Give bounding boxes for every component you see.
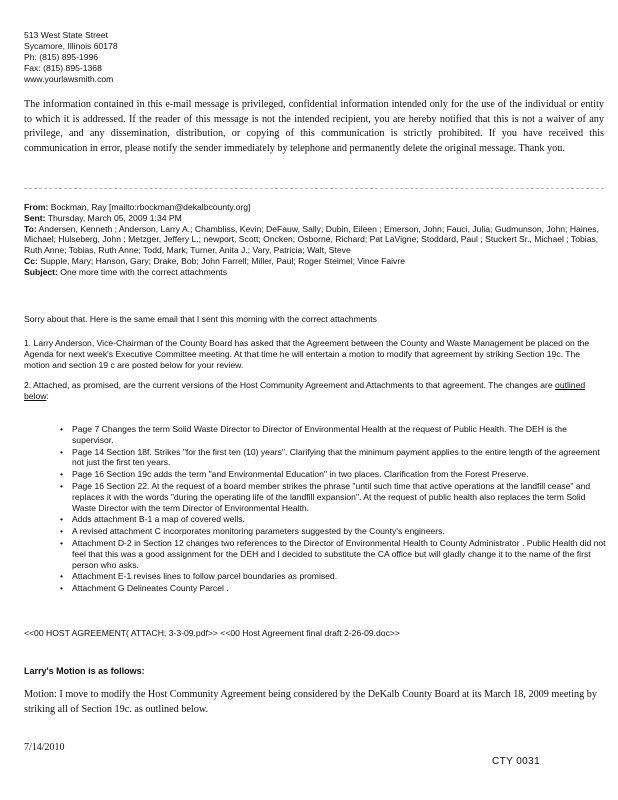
list-item: • Attachment D-2 in Section 12 changes two references to the Director of Environmental Health to County Administrator . Public Health did not feel that this was a good assignment for the DEH and I decided to substitute the CA office but will gladly change it to the name of the first person who asks. [60,538,606,570]
changes-list [60,424,606,595]
address-city: Sycamore, Illinois 60178 [24,41,118,52]
from-label: From: [24,202,49,212]
attachments-line[interactable]: <<00 HOST AGREEMENT( ATTACH; 3-3-09.pdf>> <<00 Host Agreement final draft 2-26-09.doc>> [24,628,400,638]
email-header [24,202,604,278]
confidentiality-notice: The information contained in this e-mail message is privileged, confidential information intended only for the use of the individual or entity to which it is addressed. If the reader of this message is not the intended recipient, you are hereby notified that this is not a waiver of any privilege, and any dissemination, distribution, or copying of this communication is strictly prohibited. If you have received this communication in error, please notify the sender immediately by telephone and permanently delete the original message. Thank you. [24,99,604,154]
from-value: Bockman, Ray [mailto:rbockman@dekalbcounty.org] [50,202,251,212]
outlined-below-text: outlined below [24,380,586,401]
address-phone: Ph: (815) 895-1996 [24,52,99,63]
motion-heading: Larry's Motion is as follows: [24,666,145,676]
to-value: Andersen, Kenneth ; Anderson, Larry A.; Chambliss, Kevin; DeFauw, Sally; Dubin, Eileen ; Emerson, John; Fauci, Julia; Gudmunson, John; Haines, Michael; Hulseberg, John ; Metzger, Jeffery L.; newport, Scott; Oncken; Osborne, Richard; Pat LaVigne; Stoddard, Paul ; Stuckert Sr., Michael ; Tobias, Ruth Anne; Tobias, Ruth Anne; Todd, Mark; Turner, Anita J.; Vary, Patricia; Walt, Steve [24,223,599,256]
subject-value: One more time with the correct attachments [60,266,227,277]
address-website: www.yourlawsmith.com [24,74,114,85]
address-fax: Fax: (815) 895-1368 [24,63,102,74]
separator-line [24,188,604,189]
list-item: • A revised attachment C incorporates monitoring parameters suggested by the County's engineers. [60,526,606,537]
list-item: • Adds attachment B-1 a map of covered wells. [60,514,606,525]
subject-label: Subject: [24,266,58,277]
to-row [24,224,604,256]
list-item: • Page 14 Section 18f. Strikes "for the first ten (10) years". Clarifying that the minimum payment applies to the entire length of the agreement not just the first ten years. [60,447,606,469]
cc-label: Cc: [24,255,38,266]
paragraph-two-text: 2. Attached, as promised, are the current versions of the Host Community Agreement and Attachments to that agreement. The changes are [24,380,556,390]
sent-row [24,213,604,224]
sent-label: Sent: [24,212,46,223]
print-date: 7/14/2010 [24,742,65,753]
bates-number: CTY 0031 [492,756,541,767]
list-item: • Page 7 Changes the term Solid Waste Director to Director of Environmental Health at the request of Public Health. The DEH is the supervisor. [60,424,606,446]
to-label: To: [24,223,37,234]
subject-row [24,267,604,278]
paragraph-two-colon: : [46,390,49,401]
sender-address-block [24,30,118,85]
paragraph-two [24,380,604,402]
motion-text: Motion: I move to modify the Host Community Agreement being considered by the DeKalb County Board at its March 18, 2009 meeting by striking all of Section 19c. as outlined below. [24,689,597,715]
list-item: • Attachment G Delineates County Parcel . [60,583,606,594]
from-row [24,202,604,213]
list-item: • Page 16 Section 22. At the request of a board member strikes the phrase "until such time that active operations at the landfill cease" and replaces it with the words "during the operating life of the landfill expansion". At the request of public health also replaces the term Solid Waste Director with the term Director of Environmental Health. [60,481,606,513]
list-item: • Attachment E-1 revises lines to follow parcel boundaries as promised. [60,571,606,582]
cc-row [24,256,604,267]
apology-line: Sorry about that. Here is the same email that I sent this morning with the correct attachments [24,314,377,324]
address-street: 513 West State Street [24,30,108,40]
cc-value: Supple, Mary; Hanson, Gary; Drake, Bob; John Farrell; Miller, Paul; Roger Steimel; Vince Faivre [40,255,405,266]
sent-value: Thursday, March 05, 2009 1:34 PM [47,212,182,223]
list-item: • Page 16 Section 19c adds the term "and Environmental Education" in two places. Clarification from the Forest Preserve. [60,469,606,480]
paragraph-one: 1. Larry Anderson, Vice-Chairman of the County Board has asked that the Agreement between the County and Waste Management be placed on the Agenda for next week's Executive Committee meeting. At that time he will entertain a motion to modify that agreement by striking Section 19c. The motion and section 19 c are posted below for your review. [24,338,590,370]
